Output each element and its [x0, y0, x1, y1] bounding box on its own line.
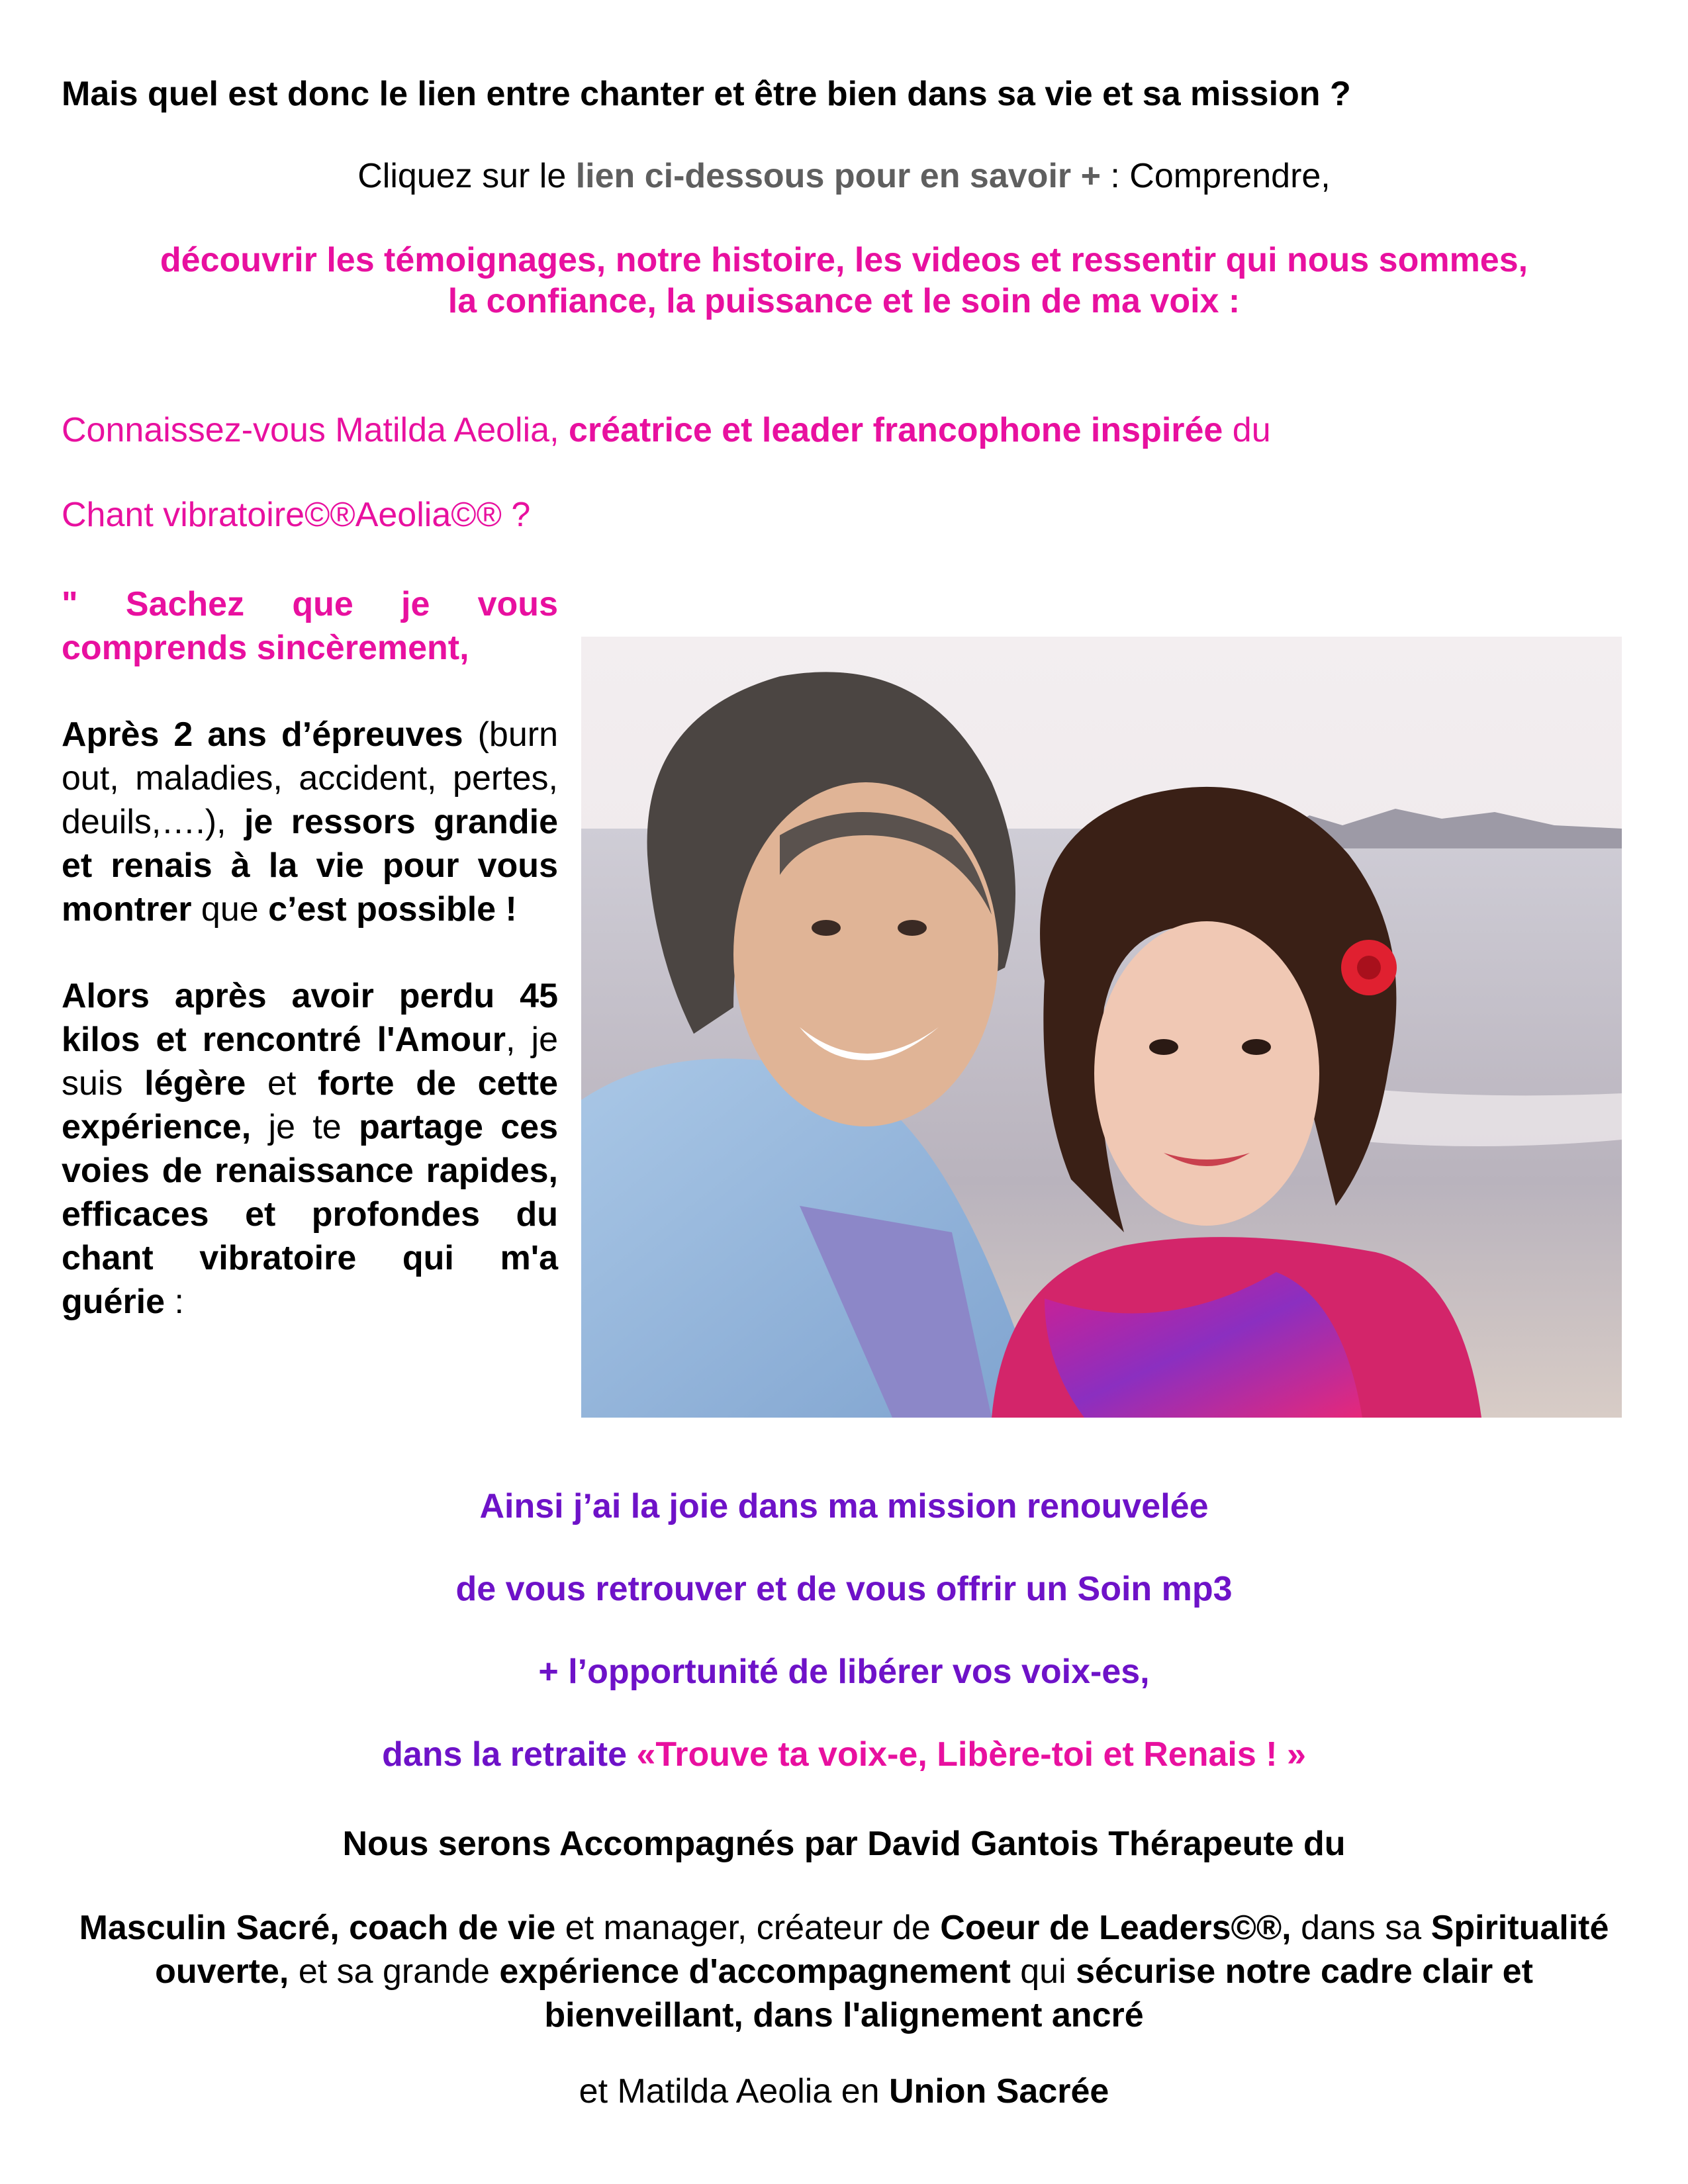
masc-n1: et manager, créateur de — [555, 1909, 941, 1947]
alors-n1: , je suis — [62, 1021, 558, 1103]
page-heading: Mais quel est donc le lien entre chanter et être bien dans sa vie et sa mission ? — [62, 75, 1351, 113]
apres-bold-2: je ressors grandie et renais à la vie pour vous montrer — [62, 803, 558, 929]
know-bold: créatrice et leader francophone inspirée — [568, 411, 1223, 449]
masc-b3: Spiritualité ouverte, — [155, 1909, 1609, 1991]
masc-n3: et sa grande — [289, 1952, 500, 1991]
union-bold: Union Sacrée — [888, 2072, 1109, 2111]
apres-que: que — [191, 890, 269, 929]
mission-retreat-label: dans la retraite — [382, 1735, 637, 1774]
masc-b2: Coeur de Leaders©®, — [940, 1909, 1291, 1947]
apres-bold-3: c’est possible ! — [268, 890, 517, 929]
masc-n2: dans sa — [1291, 1909, 1431, 1947]
learn-more-link[interactable]: lien ci-dessous pour en savoir + — [575, 157, 1111, 195]
union-line — [0, 2071, 1688, 2111]
mission-line-1: Ainsi j’ai la joie dans ma mission renouvelée — [479, 1487, 1209, 1525]
discover-block — [0, 240, 1688, 322]
know-line-2: Chant vibratoire©®Aeolia©® ? — [62, 496, 531, 534]
alors-bold-1: Alors après avoir perdu 45 kilos et rencontré l'Amour — [62, 977, 558, 1059]
intro-line — [0, 156, 1688, 196]
alors-n3: je te — [251, 1108, 359, 1146]
masc-n4: qui — [1010, 1952, 1076, 1991]
know-line-1 — [62, 410, 1271, 450]
masc-b1: Masculin Sacré, coach de vie — [79, 1909, 556, 1947]
know-text: Connaissez-vous Matilda Aeolia, — [62, 411, 569, 449]
couple-photo — [581, 637, 1622, 1418]
alors-bold-4: partage ces voies de renaissance rapides, efficaces et profondes du chant vibratoire qui m'a guérie — [62, 1108, 559, 1321]
apres-normal: (burn out, maladies, accident, pertes, deuils,….), — [62, 715, 558, 841]
mission-line-4 — [0, 1734, 1688, 1775]
intro-text: Cliquez sur le — [357, 157, 576, 195]
apres-bold: Après 2 ans d’épreuves — [62, 715, 463, 754]
apres-paragraph — [62, 713, 558, 931]
david-line: Nous serons Accompagnés par David Gantois Thérapeute du — [342, 1825, 1346, 1863]
union-text: et Matilda Aeolia en — [579, 2072, 889, 2111]
mission-line-2: de vous retrouver et de vous offrir un Soin mp3 — [455, 1570, 1233, 1608]
alors-n2: et — [246, 1064, 318, 1103]
know-text-end: du — [1223, 411, 1271, 449]
testimony-column — [62, 582, 558, 1367]
discover-line-2: la confiance, la puissance et le soin de ma voix : — [447, 282, 1241, 320]
mission-block — [0, 1486, 1688, 1817]
alors-paragraph — [62, 974, 558, 1324]
masc-b4: expérience d'accompagnement — [499, 1952, 1011, 1991]
masc-b5: sécurise notre cadre clair et bienveillant, dans l'alignement ancré — [544, 1952, 1533, 2034]
masculin-paragraph — [73, 1906, 1615, 2037]
retreat-title: «Trouve ta voix-e, Libère-toi et Renais ! » — [636, 1735, 1306, 1774]
quote-paragraph: " Sachez que je vous comprends sincèrement, — [62, 585, 558, 667]
alors-n4: : — [165, 1283, 184, 1321]
alors-bold-2: légère — [144, 1064, 246, 1103]
mission-line-3: + l’opportunité de libérer vos voix-es, — [538, 1653, 1150, 1691]
alors-bold-3: forte de cette expérience, — [62, 1064, 558, 1146]
couple-photo-illustration — [581, 637, 1622, 1418]
intro-text-end: : Comprendre, — [1110, 157, 1331, 195]
discover-line-1: découvrir les témoignages, notre histoire, les videos et ressentir qui nous sommes, — [160, 241, 1528, 279]
